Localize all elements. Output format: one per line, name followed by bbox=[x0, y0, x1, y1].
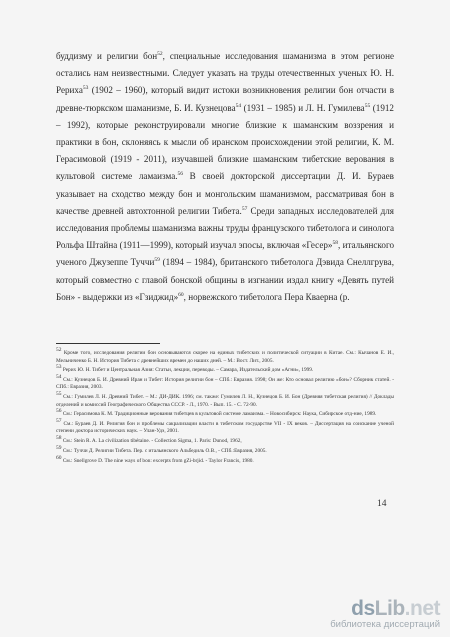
footnote-ref[interactable]: 57 bbox=[241, 205, 248, 212]
footnote-number: 56 bbox=[56, 408, 62, 415]
footnote-number: 54 bbox=[56, 374, 62, 381]
footnote bbox=[56, 445, 394, 456]
page-number: 14 bbox=[377, 499, 387, 509]
footnotes bbox=[56, 347, 394, 467]
text-run: Среди западных исследователей для исследования проблемы шаманизма важны труды французского тибетолога и синолога Рольфа Штайна (1911—1999), который изучал эпосы, включая «Гесер» bbox=[56, 205, 394, 251]
text-run: , специальные исследования шаманизма в этом регионе остались нам неизвестными. Следует указать на труды отечественных ученых Ю. Н. Рериха bbox=[56, 51, 394, 96]
text-run: (1894 – 1984), британского тибетолога Дэвида Снеллгрува, который совместно с главой бонской общины в изгнании издал книгу «Девять путей Бон» - выдержки из «Гзиджид» bbox=[56, 257, 394, 302]
footnote bbox=[56, 418, 394, 436]
paragraph bbox=[56, 48, 394, 306]
footnote-text: Кроме того, исследования религии бон основываются скорее на единых тибетских и политической ситуации в Китае. См.: Кычанов Е. И., Мельниченко Б. Н. История Тибета с древнейших времен до наших дней. – М.: Вост. Лит., 2005. bbox=[56, 350, 394, 364]
text-run: буддизму и религии бон bbox=[56, 51, 158, 61]
footnote-separator bbox=[56, 343, 160, 344]
text-run: В своей докторской диссертации Д. И. Бураев указывает на сходство между бон и монгольским шаманизмом, рассматривая бон в качестве древней автохтонной религии Тибета. bbox=[56, 171, 394, 216]
text-run: , норвежского тибетолога Пера Кваерна (р. bbox=[183, 291, 350, 302]
footnote-ref[interactable]: 53 bbox=[82, 85, 89, 92]
footnote-ref[interactable]: 59 bbox=[154, 257, 160, 264]
footnote bbox=[56, 347, 394, 365]
footnote-text: См.: Гумилев Л. Н. Древний Тибет. – М.: ДИ-ДИК. 1996; см. также: Гумилев Л. Н., Кузнецов Б. И. Бон (Древняя тибетская религия) // Доклады отделений и комиссий Географического Общества СССР. - Л., 1970. - Вып. 15. - С. 72-90. bbox=[56, 394, 394, 408]
footnote-number: 59 bbox=[56, 445, 62, 452]
text-run: , итальянского ученого Джузеппе Туччи bbox=[56, 240, 394, 268]
footnote-text: См.: Герасимова К. М. Традиционные верования тибетцев в культовой системе ламаизма. – Новосибирск: Наука, Сибирское отд-ние, 1989. bbox=[61, 411, 377, 418]
footnote-text: Рерих Ю. Н. Тибет и Центральная Азия: Статьи, лекции, переводы. – Самара, Издательский дом «Агни», 1999. bbox=[61, 367, 314, 374]
footnote bbox=[56, 364, 394, 375]
footnote-number: 52 bbox=[56, 347, 62, 354]
footnote-number: 58 bbox=[56, 435, 62, 442]
footnote-text: См.: Stein R. A. La civilization tibétaine. - Collection Sigma, 1. Paris: Dunod, 1962, bbox=[61, 438, 242, 445]
dslib-watermark[interactable] bbox=[270, 597, 440, 631]
text-run: (1912 – 1992), которые реконструировали многие близкие к шаманским воззрения и практики в бон, склоняясь к мысли об иранском происхождении этой религии, К. М. Герасимовой (1919 - 2011), изучавшей близкие шаманским тибетские верования в культовой системе ламаизма. bbox=[56, 102, 394, 182]
footnote-number: 55 bbox=[56, 391, 62, 398]
footnote-ref[interactable]: 54 bbox=[235, 102, 242, 109]
footnote-number: 53 bbox=[56, 364, 62, 371]
footnote-ref[interactable]: 58 bbox=[332, 240, 338, 247]
footnote-ref[interactable]: 56 bbox=[177, 171, 184, 178]
dslib-logo: dsLib.net bbox=[351, 597, 440, 620]
dslib-subtitle: библиотека диссертаций bbox=[330, 619, 440, 630]
footnote bbox=[56, 435, 394, 446]
text-run: (1902 – 1960), который видит истоки возникновения религии бон отчасти в древне-тюркском шаманизме, Б. И. Кузнецова bbox=[56, 85, 394, 113]
footnote-text: См.: Snellgrove D. The nine ways of bon: excerpts from gZi-brjid. - Taylor Francis, 1980. bbox=[61, 457, 254, 464]
footnote bbox=[56, 454, 394, 466]
footnote-number: 57 bbox=[56, 418, 62, 425]
footnote-number: 60 bbox=[56, 454, 62, 461]
footnote-text: См.: Туччи Д. Религии Тибета. Пер. с итальянского Альбедиль О.В., - СПб.:Евразия, 2005. bbox=[61, 447, 267, 454]
footnote bbox=[56, 408, 394, 419]
footnote-ref[interactable]: 60 bbox=[178, 291, 184, 298]
footnote bbox=[56, 391, 394, 409]
footnote-text: См.: Бураев Д. И. Религия бон и проблемы сакрализации власти в тибетском государстве VII - IX веков. – Диссертация на соискание ученой степени доктора исторических наук. – Улан-Удэ, 2001. bbox=[56, 420, 394, 435]
footnote-ref[interactable]: 55 bbox=[364, 102, 371, 109]
footnote-text: См.: Кузнецов Б. И. Древний Иран и Тибет: История религии бон – СПб.: Евразия. 1998; Он же: Кто основал религию «бон»? Сборник статей. - СПб.: Евразия, 2003. bbox=[56, 376, 394, 391]
footnote bbox=[56, 374, 394, 392]
main-text bbox=[56, 48, 394, 306]
footnote-ref[interactable]: 52 bbox=[157, 50, 163, 57]
text-run: (1931 – 1985) и Л. Н. Гумилева bbox=[241, 102, 365, 113]
